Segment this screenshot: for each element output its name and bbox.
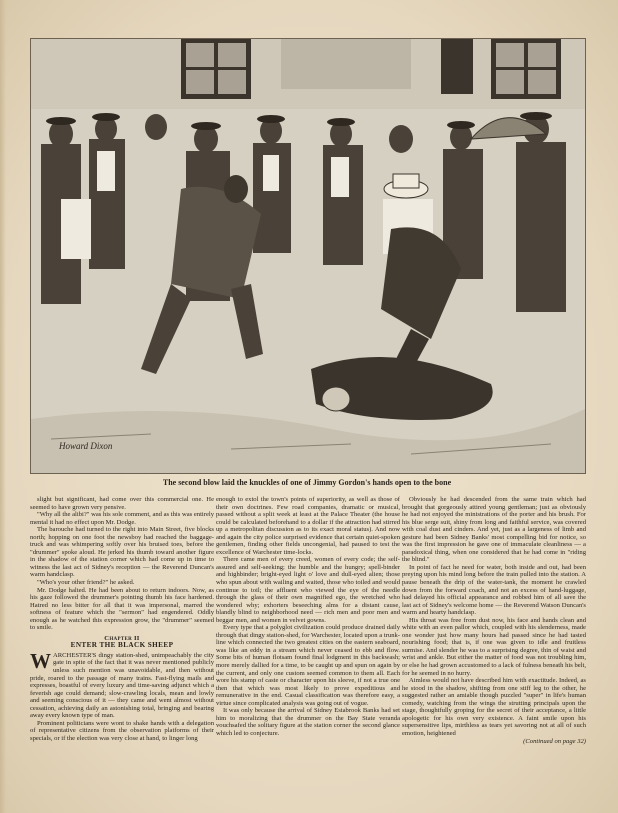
illustration-caption: The second blow laid the knuckles of one of Jimmy Gordon's hands open to the bone [162, 478, 452, 487]
paragraph: "Who's your other friend?" he asked. [37, 579, 135, 587]
paragraph: "Why all the alibi?" was his sole comment, and as this was entirely mental it had no effect upon Mr. Dodge. [30, 511, 214, 526]
paragraph: Aimless would not have described him with exactitude. Indeed, as he stood in the shadow, shifting from one stiff leg to the other, he suggested rather an amiable though puzzled "super" in life's human comedy, watching from the wings the strutting principals upon the stage, thoughtfully groping for the secret of their acceptance, a little apologetic for his own very existence. A faint smile upon his supersensitive lips, mirthless as tears yet savoring not at all of such emotion, heightened [402, 677, 586, 737]
paragraph: The barouche had turned to the right into Main Street, five blocks north; hopping on one foot the newsboy had reached the baggage-truck and was whimpering softly over his bruised toes, before the "drummer" spoke aloud. He jerked his thumb toward another figure in the shadow of the station corner which had come up in time to witness the last act of Sidney's reception — the Reverend Duncan's warm handclasp. [30, 526, 214, 579]
text-column-3 [402, 496, 586, 806]
text-column-2 [216, 496, 400, 806]
continued-notice: (Continued on page 32) [523, 737, 586, 745]
text-column-1 [30, 496, 214, 806]
paragraph: It was only because the arrival of Sidney Estabrook Banks had set him to moralizing that the drummer on the Bay State veranda vouchsafed the solitary figure at the station corner the second glance which led to conjecture. [216, 707, 400, 737]
paragraph: enough to extol the town's points of superiority, as well as those of their own doctrines. Few road companies, dramatic or musical, passed without a split week at least at the Palace Theater (the house could be calculated beforehand to a dollar if the attraction had stirred up a metropolitan discussion as to its exact moral status). And now and again the city police surprised evidence that certain quiet-spoken gentlemen, finding other fields uncongenial, had paused to test the excellence of Warchester time-locks. [216, 496, 400, 556]
chapter-opening-paragraph [30, 648, 214, 720]
paragraph: Every type that a polyglot civilization could produce drained daily through that dingy station-shed, for Warchester, located upon a trunk-line which connected the two greatest cities on the eastern seaboard, was like an eddy in a stream which never ceased to ebb and flow. Some bits of human flotsam found final lodgment in this backwash; more merely dallied for a time, to be caught up and spun on again by the current, and only one custom seemed common to them all. Each wore his stamp of caste or character upon his sleeve, if not a true one then that which was most likely to prove expeditious and remunerative in the end. Casual classification was therefore easy, a virtue since complicated analysis was going out of vogue. [216, 624, 400, 707]
chapter-label: Chapter II [104, 634, 140, 642]
page-crease [0, 0, 6, 813]
paragraph: slight but significant, had come over this commercial one. He seemed to have grown very pensive. [30, 496, 214, 511]
illustrator-signature: Howard Dixon [59, 441, 113, 451]
paragraph: Obviously he had descended from the same train which had brought that gorgeously attired young gentleman; just as obviously he had not enjoyed the ministrations of the porter and his brush. For his blue serge suit, shiny from long and faithful service, was covered with coal dust and cinders. And yet, just as a largeness of limb and gesture had been Sidney Banks' most compelling bid for notice, so was the first impression he gave one of immaculate cleanliness — a paradoxical thing, when one considered that he had come in "riding the blind." [402, 496, 586, 564]
paragraph: There came men of every creed, women of every code; the self-assured and self-seeking; the humble and the hungry; spell-binder and highbinder; bright-eyed light o' love and dull-eyed alien; those who spun about with wailing and waited, those who toiled and would continue to toil; the affluent who viewed the eye of the needle through the glass of their own magnified ego, the wretched who wondered why; exhorters beseeching alms for a distant cause, blandly blind to neighborhood need — rich men and poor men and beggar men, and women in velvet gowns. [216, 556, 400, 624]
drop-cap: W [30, 648, 51, 673]
illustration [30, 38, 586, 474]
paragraph: His throat was free from dust now, his face and hands clean and white with an even pallor which, coupled with his slenderness, made one wonder just how many hours had passed since he had tasted nourishing food; that is, if one was given to idle and fruitless surmise. And slender he was to a surprising degree, thin of waist and wrist and ankle. But either the matter of food was not troubling him, or else he had grown accustomed to a lack of fulness beneath his belt, for he seemed in no hurry. [402, 616, 586, 677]
paragraph: In point of fact he need for water, both inside and out, had been preying upon his mind long before the train pulled into the station. A pause beneath the drip of the water-tank, the moment he crawled down from the forward coach, and not an excess of hand-luggage, had delayed his official appearance and robbed him of all save the last act of Sidney's welcome home — the Reverend Watson Duncan's warm and hearty handclasp. [402, 563, 586, 617]
paragraph-text: ARCHESTER'S dingy station-shed, unimpeachably the city gate in spite of the fact that it was never mentioned publicly unless such mention was unavoidable, and then without pride, roared to the passage of many trains. Fast-flying mails and expresses, boastful of every luxury and time-saving adjunct which a feverish age could demand; slow-crawling locals, mean and lowly and seeming conscious of it — they came and went almost without cessation, achieving daily an astonishing total, bringing and bearing away every known type of man. [30, 651, 214, 720]
paragraph: Prominent politicians were wont to shake hands with a delegation of representative citizens from the observation platforms of their specials, or if the election was very close at hand, to linger long [30, 719, 214, 742]
street-fight-illustration [31, 39, 585, 473]
paragraph: Mr. Dodge halted. He had been about to return indoors. Now, as his gaze followed the drummer's pointing thumb his face hardened. Hatred no less bitter for all that it was impersonal, marred the softness of feature which the "sermon" had engendered. Oddly enough as he watched this expression grow, the "drummer" seemed to smile. [30, 586, 214, 632]
chapter-title: ENTER THE BLACK SHEEP [70, 641, 174, 650]
